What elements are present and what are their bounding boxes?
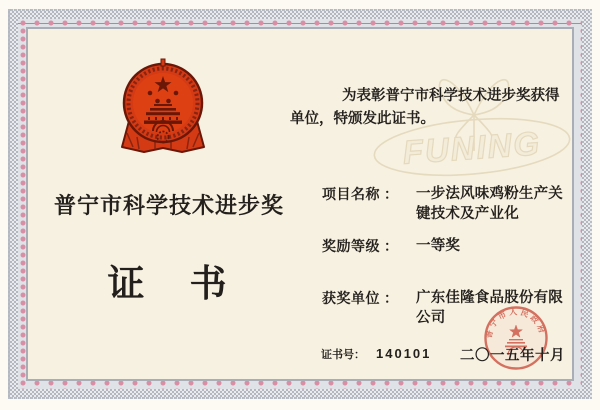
certificate-paper (26, 27, 574, 381)
security-border-outer (8, 9, 592, 399)
certificate-number-label: 证书号： (321, 349, 365, 361)
intro-text: 为表彰普宁市科学技术进步奖获得单位，特颁发此证书。 (290, 88, 560, 127)
field-project-name (322, 184, 574, 224)
certificate-title: 证 书 (107, 263, 231, 304)
award-title: 普宁市科学技术进步奖 (53, 193, 284, 218)
field-label: 项目名称 ： (322, 188, 399, 203)
field-label: 奖励等级 ： (322, 240, 399, 255)
seal-ring-text: 普宁市人民政府 (484, 307, 548, 340)
field-label: 获奖单位 ： (322, 292, 399, 307)
watermark-text: FUNING (401, 124, 543, 171)
security-border-ornament (18, 19, 582, 389)
certificate-number (321, 346, 431, 362)
field-value: 广东佳隆食品股份有限公司 (416, 290, 563, 326)
issue-date: 二〇一五年十月 (460, 348, 565, 364)
field-value: 一等奖 (416, 238, 461, 254)
field-value: 一步法风味鸡粉生产关键技术及产业化 (416, 186, 563, 222)
field-award-grade (322, 236, 574, 256)
certificate-number-value: 140101 (376, 346, 432, 361)
national-emblem-icon (120, 58, 206, 154)
